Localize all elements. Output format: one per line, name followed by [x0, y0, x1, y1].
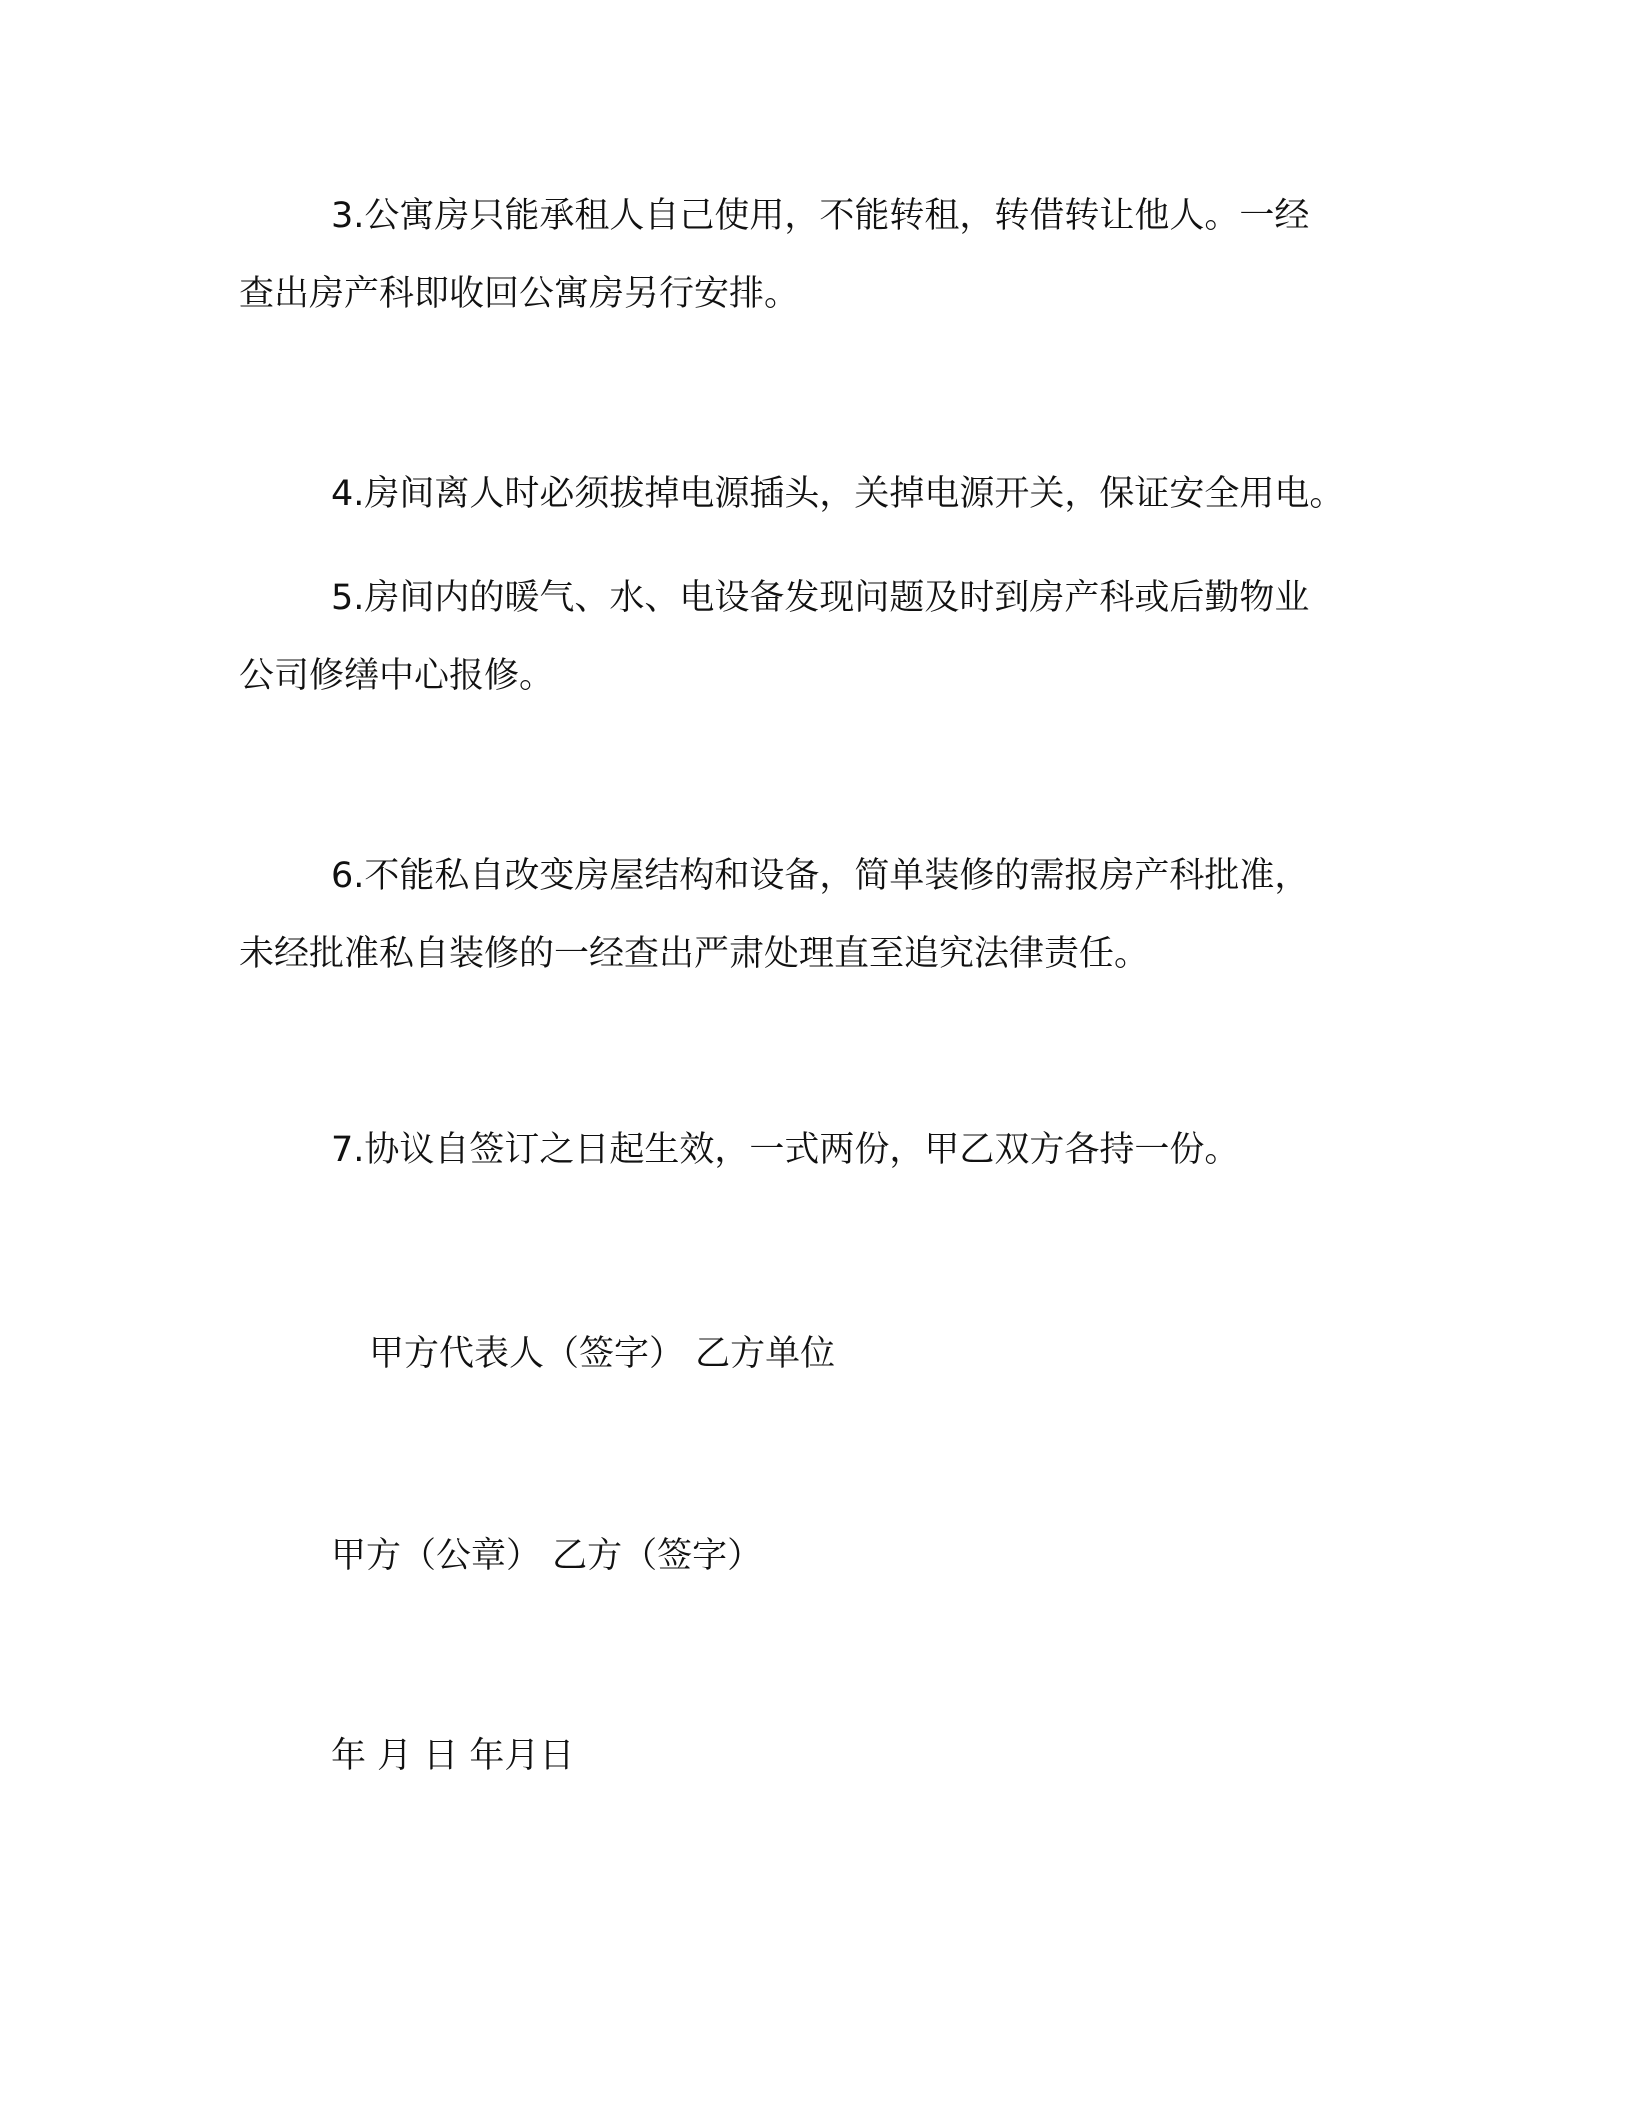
clause-6-line-1: 6.不能私自改变房屋结构和设备，简单装修的需报房产科批准，: [331, 856, 1310, 896]
clause-4-line-1: 4.房间离人时必须拔掉电源插头，关掉电源开关，保证安全用电。: [331, 474, 1345, 514]
signature-representative-line: 甲方代表人（签字） 乙方单位: [369, 1334, 836, 1374]
clause-3-line-1: 3.公寓房只能承租人自己使用，不能转租，转借转让他人。一经: [331, 196, 1310, 236]
clause-6-line-2: 未经批准私自装修的一经查出严肃处理直至追究法律责任。: [239, 934, 1150, 974]
clause-5-line-1: 5.房间内的暖气、水、电设备发现问题及时到房产科或后勤物业: [331, 578, 1310, 618]
signature-seals-line: 甲方（公章） 乙方（签字）: [331, 1536, 763, 1576]
signature-dates-line: 年 月 日 年月日: [331, 1736, 575, 1776]
clause-7-line-1: 7.协议自签订之日起生效，一式两份，甲乙双方各持一份。: [331, 1130, 1240, 1170]
clause-3-line-2: 查出房产科即收回公寓房另行安排。: [239, 274, 800, 314]
clause-5-line-2: 公司修缮中心报修。: [239, 656, 555, 696]
